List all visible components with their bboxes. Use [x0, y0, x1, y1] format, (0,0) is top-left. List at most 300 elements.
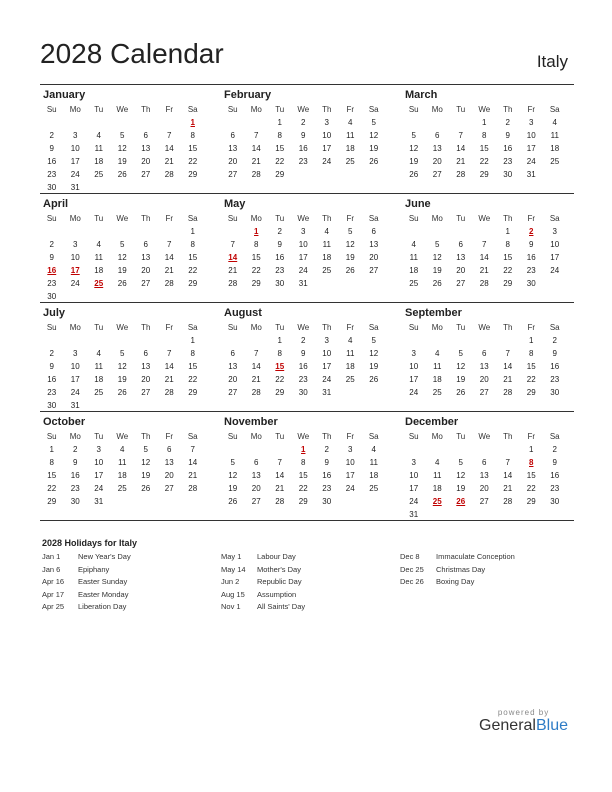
holiday-item — [221, 564, 400, 577]
day-cell: 1 — [529, 336, 534, 345]
day-cell: 13 — [479, 362, 489, 371]
holiday-column — [400, 551, 579, 614]
day-cell: 18 — [409, 266, 419, 275]
holiday-list — [42, 551, 582, 614]
day-cell: 27 — [228, 388, 238, 397]
weekday-header: Th — [322, 323, 332, 332]
day-cell: 18 — [432, 484, 442, 493]
powered-by-text: powered by — [497, 708, 550, 717]
day-cell: 7 — [505, 458, 510, 467]
day-cell: 14 — [503, 471, 513, 480]
day-cell: 17 — [409, 375, 419, 384]
day-cell: 7 — [167, 349, 172, 358]
day-cell: 30 — [298, 388, 308, 397]
country-label: Italy — [536, 52, 568, 71]
empty-day-cell — [221, 225, 245, 238]
month-december — [402, 415, 574, 520]
day-cell: 8 — [277, 131, 282, 140]
day-cell: 30 — [275, 279, 285, 288]
day-cell: 15 — [526, 362, 536, 371]
month-row — [40, 84, 574, 193]
day-cell: 14 — [164, 144, 174, 153]
empty-day-cell — [449, 443, 473, 456]
month-january — [40, 88, 212, 193]
day-cell: 7 — [277, 458, 282, 467]
weekday-header: We — [478, 323, 491, 332]
day-cell: 29 — [526, 497, 536, 506]
day-cell: 6 — [143, 349, 148, 358]
empty-day-cell — [449, 334, 473, 347]
day-cell: 19 — [117, 157, 127, 166]
month-february — [221, 88, 393, 193]
empty-day-cell — [64, 225, 88, 238]
day-cell: 8 — [190, 240, 195, 249]
holiday-item — [42, 589, 221, 602]
holiday-day-cell: 16 — [47, 266, 57, 275]
day-cell: 30 — [503, 170, 513, 179]
day-cell: 25 — [409, 279, 419, 288]
day-cell: 5 — [458, 458, 463, 467]
weekday-header: Th — [141, 214, 151, 223]
month-august — [221, 306, 393, 411]
day-cell: 31 — [298, 279, 308, 288]
day-cell: 23 — [503, 157, 513, 166]
day-cell: 15 — [479, 144, 489, 153]
holiday-date: Jan 6 — [42, 564, 61, 574]
weekday-header: Th — [503, 105, 513, 114]
empty-day-cell — [402, 225, 426, 238]
holiday-column — [221, 551, 400, 614]
day-cell: 28 — [164, 279, 174, 288]
day-cell: 21 — [275, 484, 285, 493]
day-cell: 24 — [70, 170, 80, 179]
day-cell: 16 — [322, 471, 332, 480]
weekday-header: Sa — [549, 323, 560, 332]
day-cell: 30 — [550, 497, 560, 506]
day-cell: 10 — [70, 144, 80, 153]
day-cell: 18 — [550, 144, 560, 153]
weekday-header: Mo — [69, 432, 81, 441]
day-cell: 19 — [456, 375, 466, 384]
weekday-header: Sa — [368, 214, 379, 223]
empty-day-cell — [64, 334, 88, 347]
day-cell: 16 — [526, 253, 536, 262]
weekday-header: Tu — [275, 105, 285, 114]
day-cell: 31 — [322, 388, 332, 397]
day-cell: 9 — [529, 240, 534, 249]
empty-day-cell — [87, 225, 111, 238]
day-cell: 27 — [228, 170, 238, 179]
month-name: February — [224, 89, 272, 101]
month-days-table — [402, 321, 574, 399]
day-cell: 8 — [505, 240, 510, 249]
weekday-header: Fr — [346, 214, 355, 223]
weekday-header: Tu — [456, 214, 466, 223]
day-cell: 13 — [141, 253, 151, 262]
day-cell: 7 — [190, 445, 195, 454]
holiday-item — [400, 564, 579, 577]
empty-day-cell — [473, 334, 497, 347]
day-cell: 6 — [143, 131, 148, 140]
day-cell: 29 — [188, 279, 198, 288]
month-row — [40, 411, 574, 521]
day-cell: 15 — [188, 253, 198, 262]
day-cell: 9 — [49, 144, 54, 153]
day-cell: 24 — [526, 157, 536, 166]
month-days-table — [402, 103, 574, 181]
day-cell: 15 — [503, 253, 513, 262]
weekday-header: Tu — [275, 323, 285, 332]
day-cell: 28 — [228, 279, 238, 288]
day-cell: 23 — [298, 375, 308, 384]
empty-day-cell — [40, 225, 64, 238]
day-cell: 12 — [228, 471, 238, 480]
day-cell: 30 — [322, 497, 332, 506]
day-cell: 30 — [47, 292, 57, 301]
day-cell: 8 — [482, 131, 487, 140]
day-cell: 22 — [251, 266, 261, 275]
brand-name-part2: Blue — [535, 717, 568, 734]
weekday-header: Su — [227, 323, 238, 332]
holidays-title: 2028 Holidays for Italy — [42, 538, 138, 548]
day-cell: 8 — [529, 349, 534, 358]
day-cell: 28 — [164, 388, 174, 397]
empty-day-cell — [426, 443, 450, 456]
day-cell: 5 — [143, 445, 148, 454]
day-cell: 21 — [164, 157, 174, 166]
empty-day-cell — [221, 116, 245, 129]
day-cell: 21 — [456, 157, 466, 166]
day-cell: 21 — [188, 471, 198, 480]
day-cell: 19 — [432, 266, 442, 275]
day-cell: 16 — [550, 471, 560, 480]
day-cell: 12 — [345, 240, 355, 249]
month-july — [40, 306, 212, 411]
day-cell: 6 — [230, 131, 235, 140]
weekday-header: Tu — [94, 323, 104, 332]
day-cell: 5 — [120, 240, 125, 249]
holiday-day-cell: 8 — [529, 458, 534, 467]
day-cell: 28 — [164, 170, 174, 179]
day-cell: 3 — [324, 336, 329, 345]
weekday-header: Su — [227, 214, 238, 223]
day-cell: 22 — [503, 266, 513, 275]
day-cell: 29 — [251, 279, 261, 288]
day-cell: 24 — [322, 157, 332, 166]
day-cell: 17 — [526, 144, 536, 153]
day-cell: 22 — [188, 157, 198, 166]
weekday-header: Tu — [94, 432, 104, 441]
empty-day-cell — [64, 116, 88, 129]
weekday-header: We — [116, 105, 129, 114]
day-cell: 6 — [371, 227, 376, 236]
empty-day-cell — [87, 334, 111, 347]
weekday-header: Fr — [527, 105, 536, 114]
day-cell: 17 — [298, 253, 308, 262]
day-cell: 21 — [164, 375, 174, 384]
day-cell: 10 — [70, 362, 80, 371]
month-may — [221, 197, 393, 302]
day-cell: 28 — [456, 170, 466, 179]
weekday-header: Tu — [275, 214, 285, 223]
holiday-date: Apr 25 — [42, 602, 65, 611]
day-cell: 2 — [49, 131, 54, 140]
weekday-header: Mo — [250, 432, 262, 441]
weekday-header: Su — [408, 214, 419, 223]
day-cell: 30 — [47, 401, 57, 410]
day-cell: 27 — [251, 497, 261, 506]
holiday-name: Liberation Day — [78, 602, 127, 611]
day-cell: 27 — [164, 484, 174, 493]
day-cell: 10 — [526, 131, 536, 140]
day-cell: 29 — [275, 170, 285, 179]
weekday-header: Su — [46, 105, 57, 114]
day-cell: 20 — [456, 266, 466, 275]
day-cell: 4 — [348, 336, 353, 345]
holiday-name: Mother's Day — [257, 564, 301, 574]
day-cell: 4 — [348, 118, 353, 127]
holiday-item — [221, 589, 400, 602]
holiday-column — [42, 551, 221, 614]
day-cell: 9 — [505, 131, 510, 140]
day-cell: 5 — [230, 458, 235, 467]
day-cell: 27 — [456, 279, 466, 288]
weekday-header: We — [116, 432, 129, 441]
day-cell: 16 — [298, 362, 308, 371]
holiday-day-cell: 17 — [70, 266, 80, 275]
weekday-header: Fr — [346, 323, 355, 332]
day-cell: 6 — [482, 349, 487, 358]
empty-day-cell — [158, 225, 182, 238]
day-cell: 22 — [479, 157, 489, 166]
empty-day-cell — [111, 334, 135, 347]
day-cell: 13 — [228, 144, 238, 153]
day-cell: 22 — [47, 484, 57, 493]
day-cell: 25 — [94, 170, 104, 179]
day-cell: 10 — [94, 458, 104, 467]
day-cell: 17 — [345, 471, 355, 480]
day-cell: 19 — [228, 484, 238, 493]
day-cell: 20 — [228, 375, 238, 384]
holiday-day-cell: 1 — [301, 445, 306, 454]
day-cell: 17 — [94, 471, 104, 480]
empty-day-cell — [40, 116, 64, 129]
day-cell: 16 — [550, 362, 560, 371]
empty-day-cell — [245, 116, 269, 129]
holiday-day-cell: 25 — [432, 497, 442, 506]
weekday-header: Th — [322, 105, 332, 114]
empty-day-cell — [402, 334, 426, 347]
day-cell: 6 — [435, 131, 440, 140]
day-cell: 4 — [96, 240, 101, 249]
day-cell: 23 — [47, 279, 57, 288]
day-cell: 7 — [254, 349, 259, 358]
holiday-name: Christmas Day — [436, 564, 486, 574]
empty-day-cell — [426, 225, 450, 238]
weekday-header: Su — [227, 432, 238, 441]
day-cell: 1 — [190, 227, 195, 236]
day-cell: 23 — [47, 170, 57, 179]
day-cell: 28 — [188, 484, 198, 493]
weekday-header: We — [478, 105, 491, 114]
day-cell: 13 — [228, 362, 238, 371]
day-cell: 11 — [322, 240, 331, 249]
calendar-grid — [40, 84, 574, 521]
day-cell: 20 — [479, 375, 489, 384]
day-cell: 12 — [369, 349, 379, 358]
day-cell: 25 — [345, 375, 355, 384]
day-cell: 22 — [188, 375, 198, 384]
day-cell: 27 — [141, 279, 151, 288]
weekday-header: Sa — [549, 214, 560, 223]
day-cell: 2 — [49, 349, 54, 358]
weekday-header: Th — [322, 432, 332, 441]
day-cell: 2 — [49, 240, 54, 249]
holiday-date: Dec 8 — [400, 552, 420, 561]
weekday-header: Fr — [165, 432, 174, 441]
day-cell: 2 — [505, 118, 510, 127]
day-cell: 26 — [369, 157, 379, 166]
day-cell: 26 — [141, 484, 151, 493]
holiday-item — [42, 601, 221, 614]
holiday-date: Jan 1 — [42, 552, 61, 561]
day-cell: 23 — [322, 484, 332, 493]
day-cell: 2 — [301, 336, 306, 345]
day-cell: 23 — [550, 484, 560, 493]
day-cell: 12 — [117, 253, 127, 262]
day-cell: 16 — [70, 471, 80, 480]
page-title: 2028 Calendar — [40, 38, 224, 69]
holiday-item — [221, 551, 400, 564]
holiday-item — [42, 576, 221, 589]
day-cell: 6 — [482, 458, 487, 467]
day-cell: 17 — [322, 144, 332, 153]
empty-day-cell — [111, 225, 135, 238]
day-cell: 8 — [254, 240, 259, 249]
day-cell: 28 — [479, 279, 489, 288]
day-cell: 21 — [164, 266, 174, 275]
day-cell: 5 — [371, 336, 376, 345]
day-cell: 17 — [70, 157, 80, 166]
day-cell: 14 — [164, 253, 174, 262]
day-cell: 2 — [277, 227, 282, 236]
day-cell: 31 — [526, 170, 536, 179]
day-cell: 4 — [96, 131, 101, 140]
day-cell: 7 — [505, 349, 510, 358]
weekday-header: Fr — [346, 432, 355, 441]
weekday-header: We — [297, 323, 310, 332]
empty-day-cell — [245, 334, 269, 347]
empty-day-cell — [268, 443, 292, 456]
weekday-header: Mo — [69, 214, 81, 223]
empty-day-cell — [449, 116, 473, 129]
day-cell: 23 — [275, 266, 285, 275]
day-cell: 4 — [324, 227, 329, 236]
day-cell: 31 — [409, 510, 419, 519]
day-cell: 26 — [228, 497, 238, 506]
day-cell: 21 — [479, 266, 489, 275]
day-cell: 11 — [118, 458, 127, 467]
weekday-header: Mo — [250, 214, 262, 223]
weekday-header: Tu — [456, 432, 466, 441]
day-cell: 18 — [345, 362, 355, 371]
weekday-header: Sa — [549, 432, 560, 441]
day-cell: 20 — [479, 484, 489, 493]
day-cell: 11 — [94, 362, 103, 371]
day-cell: 7 — [482, 240, 487, 249]
day-cell: 31 — [94, 497, 104, 506]
day-cell: 24 — [409, 388, 419, 397]
day-cell: 6 — [230, 349, 235, 358]
day-cell: 26 — [117, 388, 127, 397]
holiday-day-cell: 14 — [228, 253, 238, 262]
day-cell: 27 — [141, 388, 151, 397]
holiday-day-cell: 15 — [275, 362, 285, 371]
day-cell: 19 — [345, 253, 355, 262]
day-cell: 3 — [411, 349, 416, 358]
month-april — [40, 197, 212, 302]
day-cell: 2 — [552, 336, 557, 345]
day-cell: 10 — [322, 131, 332, 140]
weekday-header: Su — [46, 323, 57, 332]
day-cell: 10 — [550, 240, 560, 249]
holiday-name: Epiphany — [78, 564, 110, 574]
weekday-header: Sa — [187, 214, 198, 223]
weekday-header: Tu — [275, 432, 285, 441]
day-cell: 20 — [141, 266, 151, 275]
day-cell: 8 — [49, 458, 54, 467]
day-cell: 12 — [456, 471, 466, 480]
day-cell: 28 — [251, 170, 261, 179]
day-cell: 1 — [529, 445, 534, 454]
day-cell: 23 — [47, 388, 57, 397]
day-cell: 3 — [73, 240, 78, 249]
day-cell: 3 — [73, 131, 78, 140]
day-cell: 12 — [456, 362, 466, 371]
day-cell: 19 — [369, 144, 379, 153]
day-cell: 22 — [188, 266, 198, 275]
day-cell: 1 — [505, 227, 510, 236]
day-cell: 7 — [254, 131, 259, 140]
day-cell: 5 — [120, 349, 125, 358]
month-days-table — [221, 212, 393, 290]
day-cell: 24 — [94, 484, 104, 493]
day-cell: 25 — [369, 484, 379, 493]
day-cell: 16 — [47, 375, 57, 384]
day-cell: 18 — [432, 375, 442, 384]
day-cell: 3 — [552, 227, 557, 236]
day-cell: 24 — [322, 375, 332, 384]
weekday-header: Th — [503, 432, 513, 441]
month-days-table — [221, 321, 393, 399]
day-cell: 11 — [369, 458, 378, 467]
empty-day-cell — [111, 116, 135, 129]
day-cell: 16 — [298, 144, 308, 153]
weekday-header: Mo — [431, 105, 443, 114]
day-cell: 18 — [94, 375, 104, 384]
weekday-header: Sa — [187, 105, 198, 114]
day-cell: 10 — [345, 458, 355, 467]
day-cell: 30 — [550, 388, 560, 397]
weekday-header: Th — [503, 323, 513, 332]
day-cell: 5 — [458, 349, 463, 358]
day-cell: 6 — [143, 240, 148, 249]
weekday-header: We — [297, 105, 310, 114]
day-cell: 26 — [345, 266, 355, 275]
day-cell: 19 — [117, 375, 127, 384]
holiday-day-cell: 1 — [254, 227, 259, 236]
day-cell: 5 — [411, 131, 416, 140]
